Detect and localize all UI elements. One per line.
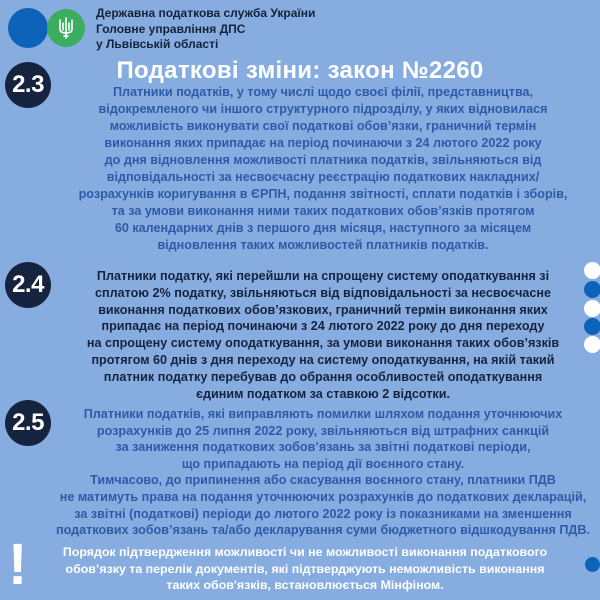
section-2-3-text [56, 84, 590, 254]
decor-dot-icon [584, 300, 600, 317]
text-line: виконання податкових обов’язкових, граничний термін виконання яких [98, 302, 548, 317]
text-line: за звітні (податкові) періоди до лютого 2022 року із показниками на зменшення [74, 506, 572, 521]
section-badge-2-3: 2.3 [5, 62, 51, 108]
decor-dot-icon [585, 557, 600, 572]
text-line: податкових зобов’язань та/або декларування суми бюджетного відшкодування ПДВ. [56, 523, 590, 538]
org-line: у Львівській області [96, 37, 219, 51]
text-line: обов’язку та перелік документів, які підтверджують неможливість виконання [65, 561, 545, 576]
logo-green-circle [47, 9, 85, 47]
section-badge-2-4: 2.4 [5, 262, 51, 308]
text-line: Платники податків, у тому числі щодо своєї філії, представництва, [112, 85, 534, 99]
text-line: можливість виконувати свої податкові обов’язки, граничний термін [109, 119, 537, 133]
exclamation-icon: ! [8, 532, 28, 597]
trident-emblem-icon [58, 17, 74, 39]
text-line: платник податку перебував до обрання особливостей оподаткування [103, 369, 543, 384]
organization-name [96, 6, 315, 53]
decor-dot-icon [584, 281, 600, 298]
text-line: єдиним податком за ставкою 2 відсотки. [196, 386, 450, 401]
text-line: виконання яких припадає на період починаючи з 24 лютого 2022 року [104, 136, 542, 150]
section-2-4-text [56, 268, 590, 402]
text-line: відновлення таких можливостей платників податків. [157, 238, 489, 252]
section-2-5-text [56, 406, 590, 539]
text-line: 60 календарних днів з першого дня місяця, наступного за місяцем [114, 221, 532, 235]
text-line: відокремленого чи іншого структурного підрозділу, у яких відновилася [98, 102, 548, 116]
text-line: Платники податків, які виправляють помилки шляхом подання уточнюючих [83, 407, 563, 421]
text-line: припадає на період починаючи з 24 лютого 2022 року до дня переходу [101, 319, 545, 334]
text-line: протягом 60 днів з дня переходу на систему оподаткування, на якій такий [91, 352, 555, 367]
decor-dot-icon [584, 336, 600, 353]
org-line: Державна податкова служба України [96, 6, 316, 20]
text-line: Платники податку, які перейшли на спрощену систему оподаткування зі [96, 269, 550, 283]
text-line: сплатою 2% податку, звільняються від відповідальності за несвоєчасне [94, 285, 552, 300]
decor-dot-icon [584, 318, 600, 335]
org-line: Головне управління ДПС [96, 21, 246, 36]
text-line: та за умови виконання ними таких податкових обов’язків протягом [111, 204, 535, 218]
decor-dot-icon [584, 262, 600, 279]
text-line: що припадають на період дії воєнного стану. [181, 456, 465, 471]
text-line: відповідальності за несвоєчасну реєстрацію податкових накладних/ [106, 170, 540, 184]
text-line: не матимуть права на подання уточнюючих розрахунків до податкових декларацій, [59, 489, 587, 504]
page-title: Податкові зміни: закон №2260 [116, 57, 484, 84]
text-line: розрахунків коригування в ЄРПН, подання звітності, сплати податків і зборів, [78, 187, 568, 201]
text-line: Тимчасово, до припинення або скасування воєнного стану, платники ПДВ [90, 473, 556, 488]
text-line: до дня відновлення можливості платника податків, звільняються від [104, 153, 542, 167]
logo-blue-circle [8, 8, 48, 48]
note-text [38, 544, 572, 594]
text-line: за заниження податкових зобов’язань за звітні податкові періоди, [115, 440, 531, 455]
section-badge-2-5: 2.5 [5, 400, 51, 446]
text-line: таких обов'язків, встановлюється Мінфіном. [166, 578, 444, 592]
text-line: на спрощену систему оподаткування, за умови виконання таких обов’язків [86, 336, 560, 351]
text-line: розрахунків до 25 липня 2022 року, звільняються від штрафних санкцій [96, 423, 550, 438]
text-line: Порядок підтвердження можливості чи не можливості виконання податкового [62, 545, 548, 559]
